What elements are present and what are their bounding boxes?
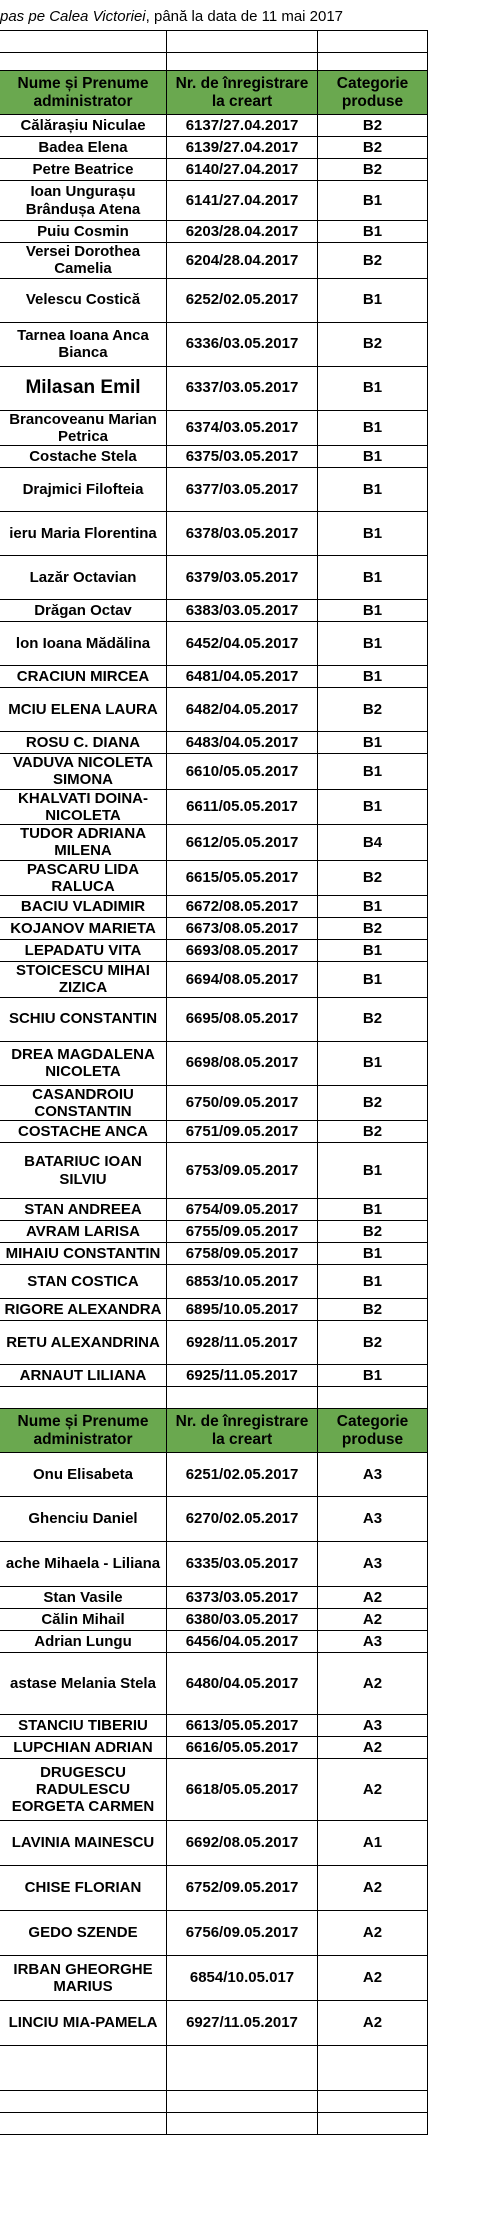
- table-row: [0, 243, 428, 279]
- registration-number-cell: 6756/09.05.2017: [167, 1911, 318, 1956]
- column-header-name: Nume și Prenume administrator: [0, 71, 167, 115]
- empty-cell: [167, 2091, 318, 2113]
- category-cell: B2: [318, 159, 428, 181]
- administrator-name-cell: ieru Maria Florentina: [0, 512, 167, 556]
- category-cell: A3: [318, 1631, 428, 1653]
- administrator-name-cell: TUDOR ADRIANA MILENA: [0, 825, 167, 861]
- column-header-name: Nume și Prenume administrator: [0, 1409, 167, 1453]
- registration-number-cell: 6335/03.05.2017: [167, 1542, 318, 1587]
- registration-number-cell: 6337/03.05.2017: [167, 366, 318, 410]
- table-row: [0, 997, 428, 1041]
- administrator-name-cell: KOJANOV MARIETA: [0, 918, 167, 940]
- table-row: [0, 2001, 428, 2046]
- administrator-name-cell: lon Ioana Mădălina: [0, 622, 167, 666]
- empty-cell: [0, 2046, 167, 2091]
- category-cell: B1: [318, 366, 428, 410]
- administrator-name-cell: ache Mihaela - Liliana: [0, 1542, 167, 1587]
- category-cell: B4: [318, 825, 428, 861]
- category-cell: B1: [318, 512, 428, 556]
- category-cell: B1: [318, 278, 428, 322]
- table-row: [0, 1497, 428, 1542]
- category-cell: A3: [318, 1453, 428, 1497]
- column-header-registration: Nr. de înregistrare la creart: [167, 71, 318, 115]
- empty-cell: [318, 2046, 428, 2091]
- table-row: [0, 1199, 428, 1221]
- category-cell: B1: [318, 789, 428, 825]
- administrator-name-cell: Adrian Lungu: [0, 1631, 167, 1653]
- registration-number-cell: 6251/02.05.2017: [167, 1453, 318, 1497]
- registration-number-cell: 6377/03.05.2017: [167, 468, 318, 512]
- administrator-name-cell: Onu Elisabeta: [0, 1453, 167, 1497]
- table-row: [0, 962, 428, 998]
- category-cell: B1: [318, 896, 428, 918]
- table-row: [0, 754, 428, 790]
- table-row: [0, 1542, 428, 1587]
- table-row: [0, 468, 428, 512]
- table-row: [0, 1321, 428, 1365]
- administrator-name-cell: astase Melania Stela: [0, 1653, 167, 1715]
- registration-number-cell: 6925/11.05.2017: [167, 1365, 318, 1387]
- administrator-name-cell: Badea Elena: [0, 137, 167, 159]
- category-cell: B2: [318, 1221, 428, 1243]
- empty-cell: [167, 2113, 318, 2135]
- table-row: [0, 1121, 428, 1143]
- empty-cell: [0, 2091, 167, 2113]
- administrator-name-cell: VADUVA NICOLETA SIMONA: [0, 754, 167, 790]
- registration-number-cell: 6456/04.05.2017: [167, 1631, 318, 1653]
- column-header-category: Categorie produse: [318, 71, 428, 115]
- administrator-name-cell: Drajmici Filofteia: [0, 468, 167, 512]
- category-cell: A2: [318, 1866, 428, 1911]
- table-row: [0, 1715, 428, 1737]
- table-row: [0, 1759, 428, 1821]
- administrator-name-cell: Tarnea Ioana Anca Bianca: [0, 322, 167, 366]
- table-row: [0, 322, 428, 366]
- registration-number-cell: 6373/03.05.2017: [167, 1587, 318, 1609]
- administrator-name-cell: LINCIU MIA-PAMELA: [0, 2001, 167, 2046]
- table-row: [0, 732, 428, 754]
- blank-row: [0, 53, 428, 71]
- administrator-name-cell: STOICESCU MIHAI ZIZICA: [0, 962, 167, 998]
- table-row: [0, 1866, 428, 1911]
- registration-number-cell: 6694/08.05.2017: [167, 962, 318, 998]
- administrator-name-cell: STAN ANDREEA: [0, 1199, 167, 1221]
- category-cell: B2: [318, 1085, 428, 1121]
- table-row: [0, 1143, 428, 1199]
- empty-cell: [167, 2046, 318, 2091]
- registration-number-cell: 6673/08.05.2017: [167, 918, 318, 940]
- administrator-name-cell: DRUGESCU RADULESCU EORGETA CARMEN: [0, 1759, 167, 1821]
- registration-number-cell: 6672/08.05.2017: [167, 896, 318, 918]
- category-cell: B1: [318, 1365, 428, 1387]
- empty-cell: [318, 2113, 428, 2135]
- administrator-name-cell: PASCARU LIDA RALUCA: [0, 860, 167, 896]
- registration-number-cell: 6139/27.04.2017: [167, 137, 318, 159]
- table-row: [0, 1041, 428, 1085]
- table-row: [0, 940, 428, 962]
- table-row: [0, 896, 428, 918]
- category-cell: B2: [318, 860, 428, 896]
- table-row: [0, 688, 428, 732]
- registration-number-cell: 6380/03.05.2017: [167, 1609, 318, 1631]
- administrator-name-cell: BATARIUC IOAN SILVIU: [0, 1143, 167, 1199]
- registration-number-cell: 6336/03.05.2017: [167, 322, 318, 366]
- category-cell: B2: [318, 997, 428, 1041]
- registration-number-cell: 6753/09.05.2017: [167, 1143, 318, 1199]
- administrator-name-cell: Lazăr Octavian: [0, 556, 167, 600]
- category-cell: B1: [318, 221, 428, 243]
- empty-cell: [167, 53, 318, 71]
- table-row: [0, 1243, 428, 1265]
- blank-row: [0, 2046, 428, 2091]
- table-row: [0, 789, 428, 825]
- administrator-name-cell: Puiu Cosmin: [0, 221, 167, 243]
- registration-number-cell: 6615/05.05.2017: [167, 860, 318, 896]
- administrator-name-cell: RIGORE ALEXANDRA: [0, 1299, 167, 1321]
- blank-row: [0, 2091, 428, 2113]
- administrator-name-cell: GEDO SZENDE: [0, 1911, 167, 1956]
- administrator-name-cell: Petre Beatrice: [0, 159, 167, 181]
- administrator-name-cell: Ghenciu Daniel: [0, 1497, 167, 1542]
- table-row: [0, 918, 428, 940]
- table-header-row: [0, 1409, 428, 1453]
- table-row: [0, 1453, 428, 1497]
- category-cell: B2: [318, 322, 428, 366]
- administrator-name-cell: ARNAUT LILIANA: [0, 1365, 167, 1387]
- registration-number-cell: 6482/04.05.2017: [167, 688, 318, 732]
- table-row: [0, 1221, 428, 1243]
- registration-number-cell: 6203/28.04.2017: [167, 221, 318, 243]
- category-cell: B1: [318, 1265, 428, 1299]
- blank-row: [0, 31, 428, 53]
- header-date-text: , până la data de 11 mai 2017: [145, 8, 344, 25]
- administrator-name-cell: STANCIU TIBERIU: [0, 1715, 167, 1737]
- administrator-name-cell: CRACIUN MIRCEA: [0, 666, 167, 688]
- administrator-name-cell: LUPCHIAN ADRIAN: [0, 1737, 167, 1759]
- empty-cell: [0, 53, 167, 71]
- blank-row: [0, 2113, 428, 2135]
- registration-number-cell: 6252/02.05.2017: [167, 278, 318, 322]
- registration-number-cell: 6481/04.05.2017: [167, 666, 318, 688]
- category-cell: A2: [318, 1587, 428, 1609]
- registration-number-cell: 6927/11.05.2017: [167, 2001, 318, 2046]
- registration-number-cell: 6750/09.05.2017: [167, 1085, 318, 1121]
- administrator-name-cell: Ioan Ungurașu Brândușa Atena: [0, 181, 167, 221]
- table-row: [0, 115, 428, 137]
- category-cell: B1: [318, 1199, 428, 1221]
- category-cell: A2: [318, 1911, 428, 1956]
- administrator-name-cell: Călărașiu Niculae: [0, 115, 167, 137]
- category-cell: A2: [318, 1759, 428, 1821]
- administrator-name-cell: RETU ALEXANDRINA: [0, 1321, 167, 1365]
- table-row: [0, 1085, 428, 1121]
- administrator-name-cell: AVRAM LARISA: [0, 1221, 167, 1243]
- registration-number-cell: 6270/02.05.2017: [167, 1497, 318, 1542]
- registration-number-cell: 6853/10.05.2017: [167, 1265, 318, 1299]
- registration-number-cell: 6141/27.04.2017: [167, 181, 318, 221]
- table-row: [0, 825, 428, 861]
- administrator-name-cell: CASANDROIU CONSTANTIN: [0, 1085, 167, 1121]
- registration-number-cell: 6752/09.05.2017: [167, 1866, 318, 1911]
- table-row: [0, 278, 428, 322]
- document-header: [0, 8, 500, 30]
- table-row: [0, 137, 428, 159]
- registration-number-cell: 6137/27.04.2017: [167, 115, 318, 137]
- registration-number-cell: 6693/08.05.2017: [167, 940, 318, 962]
- registration-number-cell: 6698/08.05.2017: [167, 1041, 318, 1085]
- registration-number-cell: 6613/05.05.2017: [167, 1715, 318, 1737]
- administrators-table: [0, 30, 428, 2135]
- registration-number-cell: 6375/03.05.2017: [167, 446, 318, 468]
- empty-cell: [318, 53, 428, 71]
- registration-number-cell: 6928/11.05.2017: [167, 1321, 318, 1365]
- table-row: [0, 1265, 428, 1299]
- registration-number-cell: 6374/03.05.2017: [167, 410, 318, 446]
- registration-number-cell: 6616/05.05.2017: [167, 1737, 318, 1759]
- category-cell: B2: [318, 918, 428, 940]
- table-row: [0, 1609, 428, 1631]
- registration-number-cell: 6695/08.05.2017: [167, 997, 318, 1041]
- column-header-category: Categorie produse: [318, 1409, 428, 1453]
- registration-number-cell: 6204/28.04.2017: [167, 243, 318, 279]
- empty-cell: [167, 1387, 318, 1409]
- category-cell: B1: [318, 1143, 428, 1199]
- category-cell: B1: [318, 556, 428, 600]
- registration-number-cell: 6379/03.05.2017: [167, 556, 318, 600]
- table-row: [0, 1631, 428, 1653]
- empty-cell: [167, 31, 318, 53]
- registration-number-cell: 6483/04.05.2017: [167, 732, 318, 754]
- table-row: [0, 181, 428, 221]
- administrator-name-cell: Stan Vasile: [0, 1587, 167, 1609]
- category-cell: B1: [318, 600, 428, 622]
- category-cell: A2: [318, 1653, 428, 1715]
- table-header-row: [0, 71, 428, 115]
- table-row: [0, 221, 428, 243]
- administrator-name-cell: KHALVATI DOINA-NICOLETA: [0, 789, 167, 825]
- table-body: [0, 31, 428, 2135]
- category-cell: B2: [318, 1321, 428, 1365]
- category-cell: B1: [318, 666, 428, 688]
- administrator-name-cell: Milasan Emil: [0, 366, 167, 410]
- registration-number-cell: 6140/27.04.2017: [167, 159, 318, 181]
- administrator-name-cell: MIHAIU CONSTANTIN: [0, 1243, 167, 1265]
- registration-number-cell: 6618/05.05.2017: [167, 1759, 318, 1821]
- column-header-registration: Nr. de înregistrare la creart: [167, 1409, 318, 1453]
- table-row: [0, 1956, 428, 2001]
- registration-number-cell: 6480/04.05.2017: [167, 1653, 318, 1715]
- category-cell: B2: [318, 137, 428, 159]
- registration-number-cell: 6452/04.05.2017: [167, 622, 318, 666]
- administrator-name-cell: STAN COSTICA: [0, 1265, 167, 1299]
- category-cell: B2: [318, 115, 428, 137]
- category-cell: B1: [318, 181, 428, 221]
- table-row: [0, 666, 428, 688]
- category-cell: B1: [318, 754, 428, 790]
- administrator-name-cell: Velescu Costică: [0, 278, 167, 322]
- registration-number-cell: 6758/09.05.2017: [167, 1243, 318, 1265]
- category-cell: B2: [318, 1121, 428, 1143]
- registration-number-cell: 6378/03.05.2017: [167, 512, 318, 556]
- table-row: [0, 600, 428, 622]
- registration-number-cell: 6612/05.05.2017: [167, 825, 318, 861]
- category-cell: B2: [318, 243, 428, 279]
- header-street: pas pe Calea Victoriei: [0, 8, 146, 25]
- administrator-name-cell: MCIU ELENA LAURA: [0, 688, 167, 732]
- registration-number-cell: 6854/10.05.017: [167, 1956, 318, 2001]
- category-cell: A2: [318, 1609, 428, 1631]
- administrator-name-cell: COSTACHE ANCA: [0, 1121, 167, 1143]
- table-row: [0, 860, 428, 896]
- table-row: [0, 622, 428, 666]
- table-row: [0, 1653, 428, 1715]
- empty-cell: [318, 1387, 428, 1409]
- administrator-name-cell: Călin Mihail: [0, 1609, 167, 1631]
- table-row: [0, 1299, 428, 1321]
- empty-cell: [0, 1387, 167, 1409]
- administrator-name-cell: DREA MAGDALENA NICOLETA: [0, 1041, 167, 1085]
- administrator-name-cell: LEPADATU VITA: [0, 940, 167, 962]
- category-cell: A2: [318, 1956, 428, 2001]
- category-cell: B1: [318, 446, 428, 468]
- registration-number-cell: 6755/09.05.2017: [167, 1221, 318, 1243]
- registration-number-cell: 6692/08.05.2017: [167, 1821, 318, 1866]
- administrator-name-cell: BACIU VLADIMIR: [0, 896, 167, 918]
- category-cell: B1: [318, 1243, 428, 1265]
- table-row: [0, 1911, 428, 1956]
- category-cell: B1: [318, 622, 428, 666]
- registration-number-cell: 6610/05.05.2017: [167, 754, 318, 790]
- empty-cell: [318, 2091, 428, 2113]
- registration-number-cell: 6754/09.05.2017: [167, 1199, 318, 1221]
- category-cell: A3: [318, 1715, 428, 1737]
- category-cell: A2: [318, 1737, 428, 1759]
- table-row: [0, 1821, 428, 1866]
- registration-number-cell: 6751/09.05.2017: [167, 1121, 318, 1143]
- blank-row: [0, 1387, 428, 1409]
- table-row: [0, 446, 428, 468]
- administrator-name-cell: ROSU C. DIANA: [0, 732, 167, 754]
- administrator-name-cell: Drăgan Octav: [0, 600, 167, 622]
- administrator-name-cell: CHISE FLORIAN: [0, 1866, 167, 1911]
- category-cell: B1: [318, 940, 428, 962]
- empty-cell: [318, 31, 428, 53]
- category-cell: B1: [318, 410, 428, 446]
- empty-cell: [0, 31, 167, 53]
- administrator-name-cell: LAVINIA MAINESCU: [0, 1821, 167, 1866]
- category-cell: B1: [318, 962, 428, 998]
- registration-number-cell: 6895/10.05.2017: [167, 1299, 318, 1321]
- category-cell: A3: [318, 1497, 428, 1542]
- category-cell: B1: [318, 1041, 428, 1085]
- administrator-name-cell: Brancoveanu Marian Petrica: [0, 410, 167, 446]
- table-row: [0, 512, 428, 556]
- table-row: [0, 159, 428, 181]
- category-cell: B1: [318, 468, 428, 512]
- administrator-name-cell: Costache Stela: [0, 446, 167, 468]
- registration-number-cell: 6611/05.05.2017: [167, 789, 318, 825]
- table-row: [0, 366, 428, 410]
- administrator-name-cell: Versei Dorothea Camelia: [0, 243, 167, 279]
- registration-number-cell: 6383/03.05.2017: [167, 600, 318, 622]
- table-row: [0, 1737, 428, 1759]
- table-row: [0, 410, 428, 446]
- category-cell: A3: [318, 1542, 428, 1587]
- category-cell: A2: [318, 2001, 428, 2046]
- table-row: [0, 556, 428, 600]
- empty-cell: [0, 2113, 167, 2135]
- category-cell: B1: [318, 732, 428, 754]
- category-cell: B2: [318, 1299, 428, 1321]
- administrator-name-cell: SCHIU CONSTANTIN: [0, 997, 167, 1041]
- administrator-name-cell: IRBAN GHEORGHE MARIUS: [0, 1956, 167, 2001]
- table-row: [0, 1587, 428, 1609]
- category-cell: A1: [318, 1821, 428, 1866]
- category-cell: B2: [318, 688, 428, 732]
- table-row: [0, 1365, 428, 1387]
